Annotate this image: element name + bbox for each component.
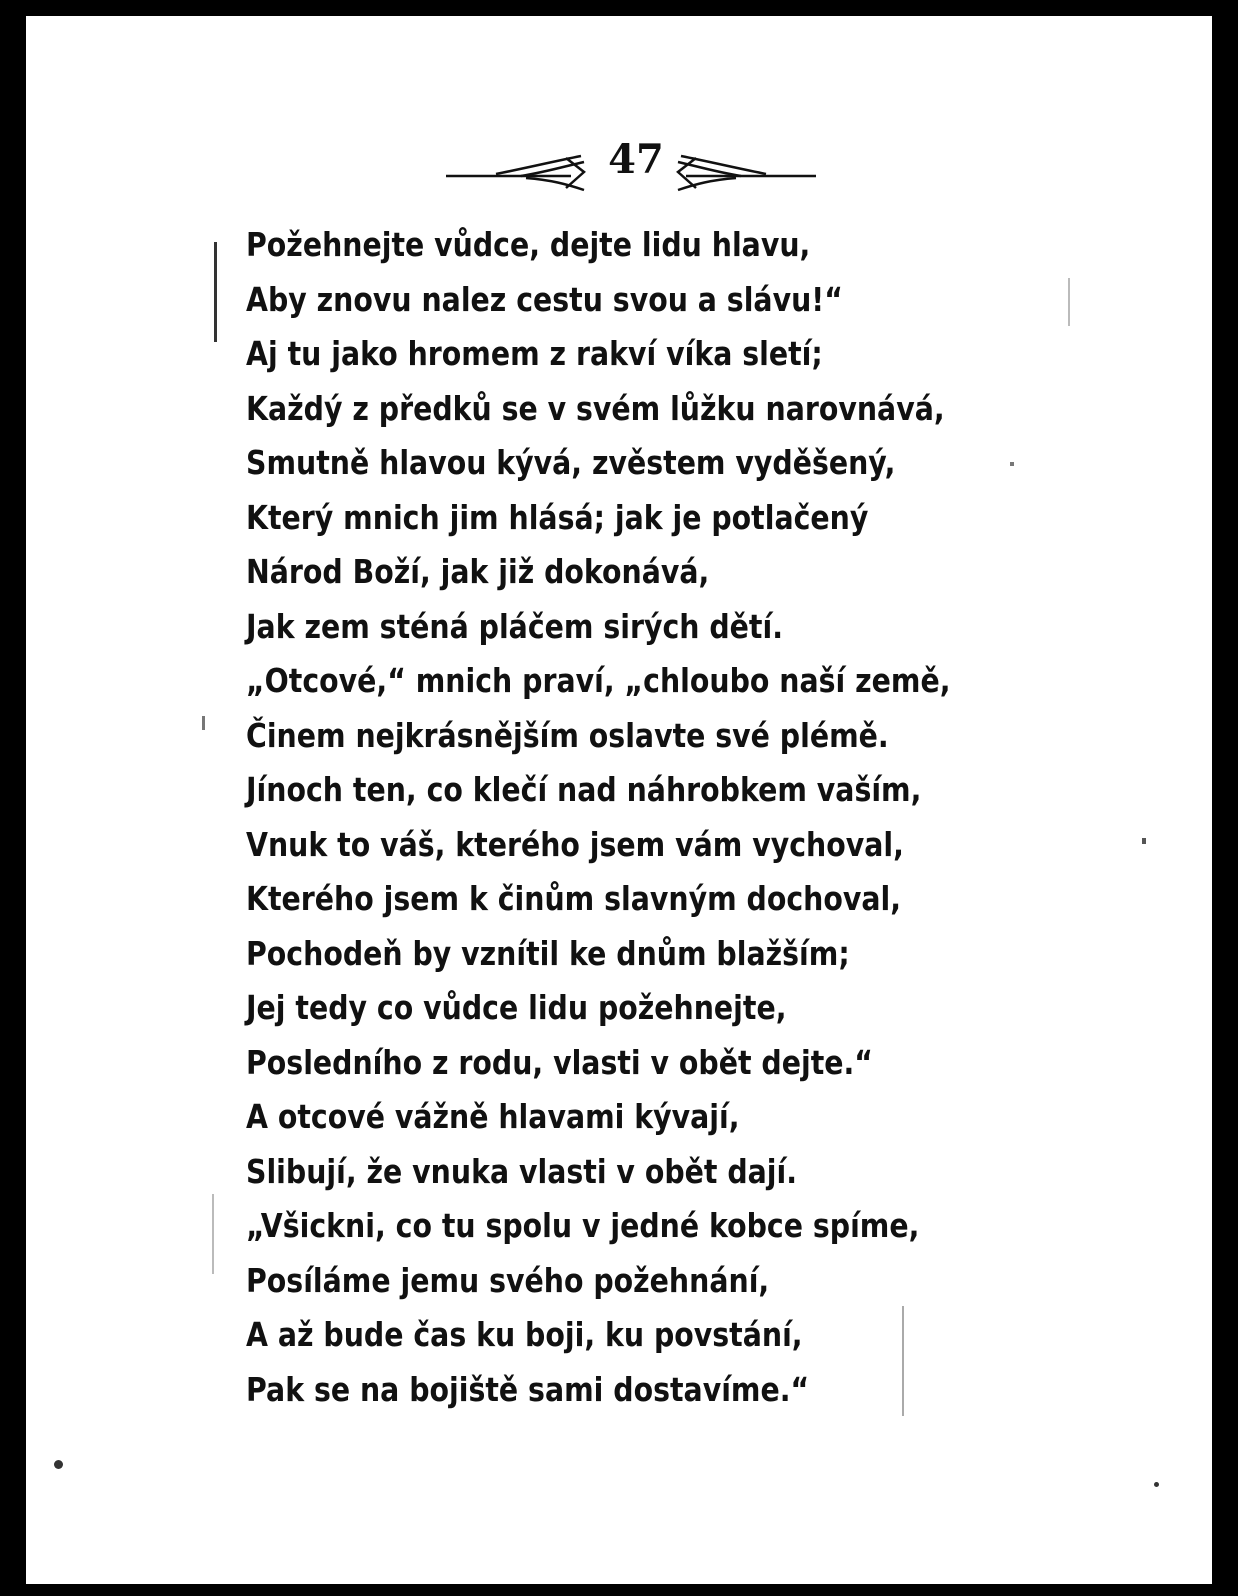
book-page xyxy=(26,16,1212,1584)
poem-line: Aj tu jako hromem z rakví víka sletí; xyxy=(246,334,823,373)
scan-speck xyxy=(1068,278,1070,326)
poem-line: Posledního z rodu, vlasti v obět dejte.“ xyxy=(246,1042,873,1082)
scan-speck xyxy=(212,1194,214,1274)
poem-line: A až bude čas ku boji, ku povstání, xyxy=(246,1315,803,1354)
poem-line: Smutně hlavou kývá, zvěstem vyděšený, xyxy=(246,443,896,482)
poem-line: Národ Boží, jak již dokonává, xyxy=(246,552,710,591)
scan-speck xyxy=(202,716,205,730)
poem-line: Každý z předků se v svém lůžku narovnává, xyxy=(246,388,945,428)
scan-speck xyxy=(1154,1482,1159,1487)
scan-speck xyxy=(902,1306,904,1416)
poem-line: Který mnich jim hlásá; jak je potlačený xyxy=(246,497,869,537)
scan-speck xyxy=(1142,838,1146,844)
poem-line: „Otcové,“ mnich praví, „chloubo naší země, xyxy=(246,661,951,700)
page-header xyxy=(26,132,1212,192)
poem-line: Vnuk to váš, kterého jsem vám vychoval, xyxy=(246,824,904,864)
poem-line: Činem nejkrásnějším oslavte své plémě. xyxy=(246,715,889,755)
right-flourish-icon xyxy=(678,156,816,190)
page-number: 47 xyxy=(608,136,664,183)
scan-speck xyxy=(54,1460,63,1469)
poem-line: Pak se na bojiště sami dostavíme.“ xyxy=(246,1369,810,1409)
scan-speck xyxy=(1010,462,1014,466)
scan-speck xyxy=(214,242,217,342)
poem-line: Pochodeň by vznítil ke dnům blažším; xyxy=(246,933,850,973)
poem-line: Požehnejte vůdce, dejte lidu hlavu, xyxy=(246,225,811,264)
poem-line: Jej tedy co vůdce lidu požehnejte, xyxy=(246,988,787,1027)
poem-line: Jak zem sténá pláčem sirých dětí. xyxy=(246,606,784,646)
poem-line: Kterého jsem k činům slavným dochoval, xyxy=(246,879,902,918)
poem-text xyxy=(246,218,1054,1417)
poem-line: A otcové vážně hlavami kývají, xyxy=(246,1097,740,1136)
poem-line: Slibují, že vnuka vlasti v obět dají. xyxy=(246,1151,798,1191)
poem-line: Jínoch ten, co klečí nad náhrobkem vaším, xyxy=(246,770,922,809)
left-flourish-icon xyxy=(446,156,584,190)
poem-line: „Všickni, co tu spolu v jedné kobce spíme, xyxy=(246,1206,920,1245)
poem-line: Posíláme jemu svého požehnání, xyxy=(246,1260,770,1300)
poem-line: Aby znovu nalez cestu svou a slávu!“ xyxy=(246,279,843,319)
